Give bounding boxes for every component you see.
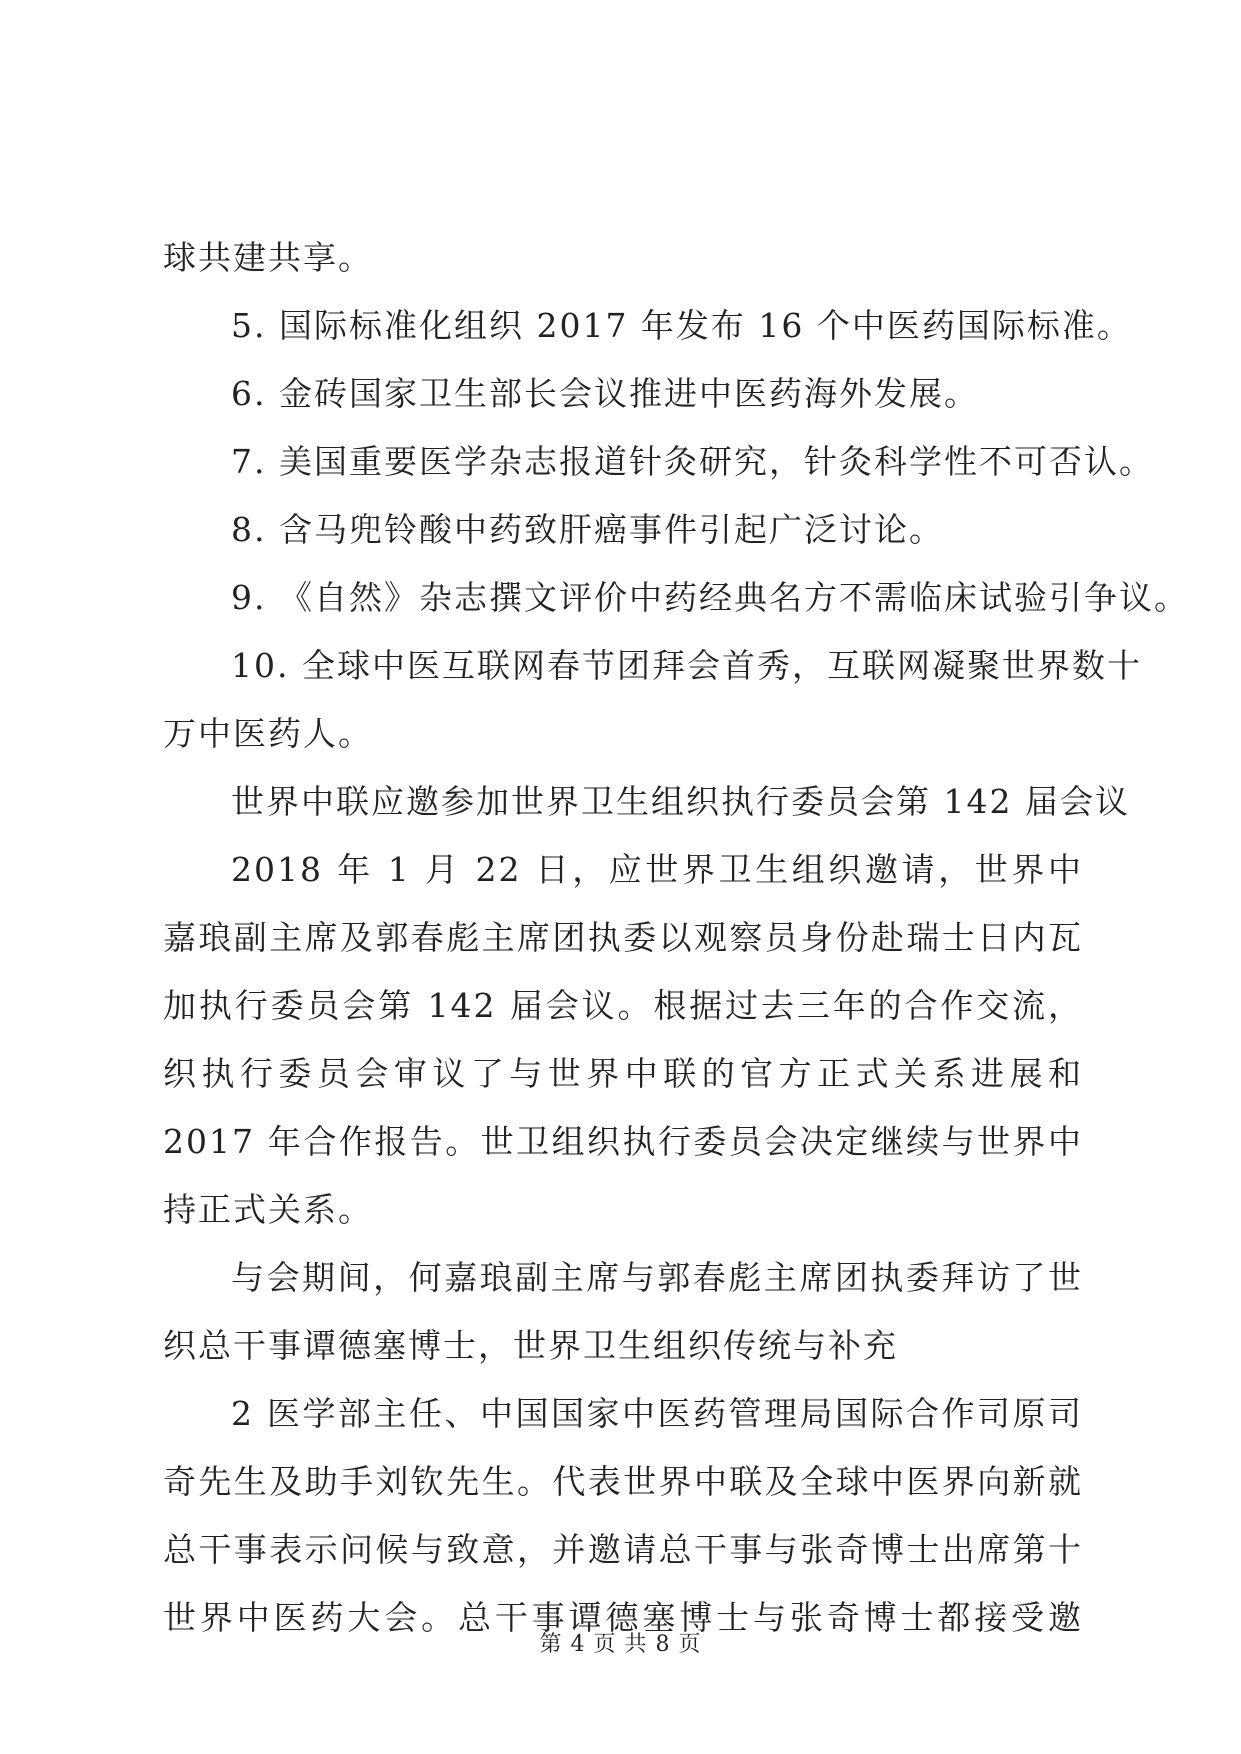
paragraph-line: 2 医学部主任、中国国家中医药管理局国际合作司原司 <box>231 1394 1083 1433</box>
paragraph-line: 2017 年合作报告。世卫组织执行委员会决定继续与世界中 <box>163 1122 1083 1161</box>
paragraph-line: 织执行委员会审议了与世界中联的官方正式关系进展和 <box>163 1054 1083 1093</box>
paragraph-line: 总干事表示问候与致意，并邀请总干事与张奇博士出席第十 <box>163 1530 1083 1569</box>
paragraph-line: 2018 年 1 月 22 日，应世界卫生组织邀请，世界中 <box>231 850 1083 889</box>
paragraph-line: 嘉琅副主席及郭春彪主席团执委以观察员身份赴瑞士日内瓦 <box>163 918 1083 957</box>
list-item-9: 9. 《自然》杂志撰文评价中药经典名方不需临床试验引争议。 <box>231 578 1189 617</box>
paragraph-line: 加执行委员会第 142 届会议。根据过去三年的合作交流， <box>163 986 1083 1025</box>
list-item-5: 5. 国际标准化组织 2017 年发布 16 个中医药国际标准。 <box>231 306 1132 345</box>
list-item-6: 6. 金砖国家卫生部长会议推进中医药海外发展。 <box>231 374 979 413</box>
paragraph-line: 世界中医药大会。总干事谭德塞博士与张奇博士都接受邀 <box>163 1598 1083 1637</box>
list-item-10: 10. 全球中医互联网春节团拜会首秀，互联网凝聚世界数十 <box>231 646 1142 685</box>
paragraph-line: 与会期间，何嘉琅副主席与郭春彪主席团执委拜访了世 <box>231 1258 1083 1297</box>
body-text <box>163 224 1189 1652</box>
list-item-8: 8. 含马兜铃酸中药致肝癌事件引起广泛讨论。 <box>231 510 944 549</box>
list-item-7: 7. 美国重要医学杂志报道针灸研究，针灸科学性不可否认。 <box>231 442 1154 481</box>
section-heading: 世界中联应邀参加世界卫生组织执行委员会第 142 届会议 <box>231 782 1130 821</box>
paragraph-line: 织总干事谭德塞博士，世界卫生组织传统与补充 <box>163 1326 898 1365</box>
page-number-footer: 第 4 页 共 8 页 <box>539 1632 702 1657</box>
text-line: 球共建共享。 <box>163 238 373 277</box>
paragraph-line: 奇先生及助手刘钦先生。代表世界中联及全球中医界向新就 <box>163 1462 1083 1501</box>
paragraph-line: 持正式关系。 <box>163 1190 373 1229</box>
text-line: 万中医药人。 <box>163 714 373 753</box>
